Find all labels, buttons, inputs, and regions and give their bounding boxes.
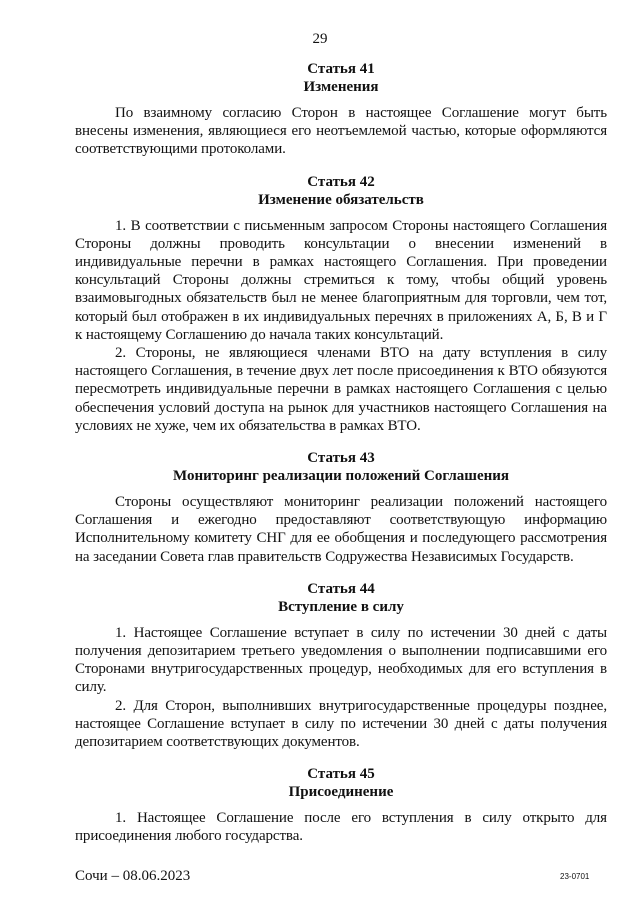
article-45 <box>75 765 607 845</box>
article-title: Изменения <box>303 79 379 95</box>
article-number: Статья 41 <box>307 61 375 77</box>
article-number: Статья 45 <box>307 766 375 783</box>
article-paragraph: 1. Настоящее Соглашение после его вступления в силу открыто для присоединения любого государства. <box>75 810 607 845</box>
article-number: Статья 44 <box>307 580 375 597</box>
article-43 <box>75 449 607 566</box>
article-title: Мониторинг реализации положений Соглашения <box>172 468 510 485</box>
article-44 <box>75 580 607 751</box>
article-paragraph: По взаимному согласию Сторон в настоящее Соглашение могут быть внесены изменения, являющиеся его неотъемлемой частью, которые оформляются соответствующими протоколами. <box>75 105 607 158</box>
page-number: 29 <box>312 31 328 47</box>
article-paragraph: 2. Для Сторон, выполнивших внутригосударственные процедуры позднее, настоящее Соглашение вступает в силу по истечении 30 дней с даты получения депозитарием соответствующих документов. <box>75 697 607 751</box>
footer-place-date: Сочи – 08.06.2023 <box>75 868 191 884</box>
article-title: Изменение обязательств <box>258 191 424 208</box>
article-number: Статья 43 <box>307 450 375 467</box>
article-number: Статья 42 <box>307 173 375 190</box>
article-title: Присоединение <box>288 784 394 801</box>
footer-doc-code: 23-0701 <box>560 872 590 881</box>
document-body <box>75 60 607 846</box>
article-41 <box>75 60 607 159</box>
article-paragraph: 1. В соответствии с письменным запросом Стороны настоящего Соглашения Стороны должны проводить консультации о внесении изменений в индивидуальные перечни в рамках настоящего Соглашения. При проведении консультаций Стороны должны стремиться к тому, чтобы общий уровень взаимовыгодных обязательств был не менее благоприятным для торговли, чем тот, который был отображен в их индивидуальных перечнях в приложениях А, Б, В и Г к настоящему Соглашению до начала таких консультаций. <box>75 217 607 343</box>
article-title: Вступление в силу <box>278 598 404 615</box>
article-paragraph: Стороны осуществляют мониторинг реализации положений настоящего Соглашения и ежегодно предоставляют соответствующую информацию Исполнительному комитету СНГ для ее обобщения и последующего рассмотрения на заседании Совета глав правительств Содружества Независимых Государств. <box>75 494 607 565</box>
article-paragraph: 2. Стороны, не являющиеся членами ВТО на дату вступления в силу настоящего Соглашения, в течение двух лет после присоединения к ВТО обязуются пересмотреть индивидуальные перечни в рамках настоящего Соглашения с целью обеспечения условий доступа на рынок для участников настоящего Соглашения на условиях не хуже, чем их обязательства в рамках ВТО. <box>75 345 607 434</box>
article-42 <box>75 173 607 435</box>
article-paragraph: 1. Настоящее Соглашение вступает в силу по истечении 30 дней с даты получения депозитарием третьего уведомления о выполнении подписавшими его Сторонами внутригосударственных процедур, необходимых для его вступления в силу. <box>75 624 607 696</box>
